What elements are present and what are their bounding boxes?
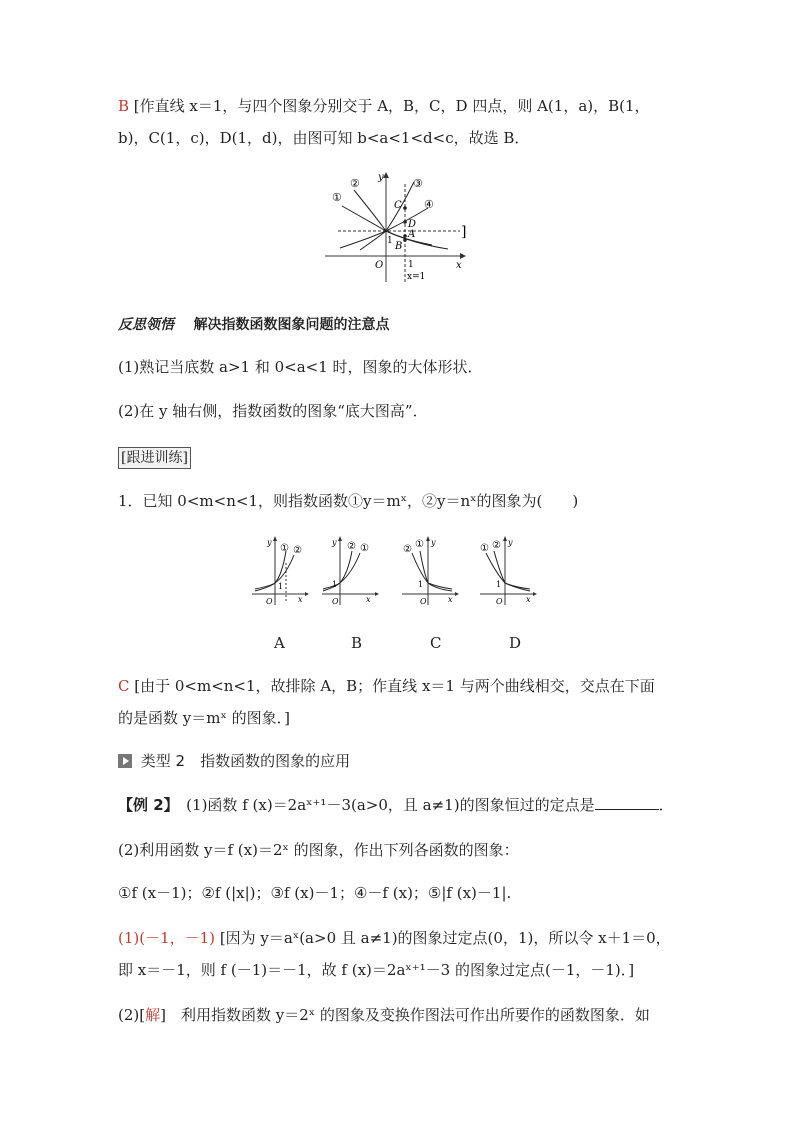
option-b-one: 1	[332, 580, 338, 589]
option-b-label-2: ①	[360, 543, 369, 554]
figure1-y-arrow	[383, 172, 389, 178]
option-c-x: x	[448, 595, 453, 604]
option-d-graph	[480, 536, 537, 606]
practice-tag-row	[118, 447, 191, 469]
option-d-o: O	[496, 597, 503, 606]
figure1-x-tick-1: 1	[408, 260, 414, 270]
option-d-one: 1	[496, 580, 502, 589]
option-c-o: O	[420, 597, 427, 606]
example2-q2-items: ①f (x－1)；②f (|x|)；③f (x)－1；④－f (x)；⑤|f (x)－1|.	[118, 884, 512, 902]
option-b-curve-1	[323, 551, 352, 591]
reflection-heading	[118, 314, 390, 335]
solution-part2-text: 利用指数函数 y＝2ˣ 的图象及变换作图法可作出所要作的函数图象．如	[165, 1006, 650, 1024]
figure1-curve-label-3: ③	[413, 177, 423, 190]
solution-part2-prefix: (2)[	[118, 1006, 146, 1024]
option-b-y: y	[332, 538, 337, 547]
figure1-exponential-curves	[320, 170, 480, 288]
option-a-one: 1	[278, 582, 284, 591]
solution-part1-line1	[118, 928, 671, 948]
figure1-point-b	[403, 238, 407, 242]
example2-q2: (2)利用函数 y＝f (x)＝2ˣ 的图象，作出下列各函数的图象：	[118, 841, 519, 859]
answer2-letter: C	[118, 677, 130, 695]
example2-q1-end: ．	[658, 796, 674, 814]
option-d-x: x	[526, 595, 531, 604]
option-b-graph	[322, 536, 379, 606]
option-c-y: y	[431, 538, 436, 547]
option-a-x: x	[298, 595, 303, 604]
option-c-one: 1	[418, 580, 424, 589]
answer1-text1: [作直线 x＝1，与四个图象分别交于 A，B，C，D 四点，则 A(1，a)，B(1，	[129, 97, 650, 115]
option-c-curve-1	[420, 551, 452, 591]
figure1-point-a	[403, 234, 407, 238]
figure1-curve-2	[354, 190, 432, 245]
figure1-curve-label-4: ④	[424, 198, 434, 211]
option-b-letter: B	[351, 634, 363, 652]
solution-part2-suffix: ]	[160, 1006, 166, 1024]
figure1-point-label-a: A	[408, 229, 416, 240]
example2-tag: 【例 2】	[118, 796, 172, 814]
figure1-point-label-b: B	[395, 241, 403, 252]
practice-question-1: 1．已知 0<m<n<1，则指数函数①y＝mˣ，②y＝nˣ的图象为( )	[118, 492, 579, 510]
option-a-o: O	[266, 597, 273, 606]
answer1-letter: B	[118, 97, 130, 115]
option-graphs	[250, 535, 540, 610]
answer1-line2: b)，C(1，c)，D(1，d)，由图可知 b<a<1<d<c，故选 B．	[118, 129, 530, 147]
figure1-point-d	[403, 220, 407, 224]
figure1-y-label: y	[378, 172, 384, 183]
option-c-graph	[402, 536, 459, 606]
figure1-origin-label: O	[375, 260, 384, 271]
answer2-line2: 的是函数 y＝mˣ 的图象．]	[118, 709, 290, 727]
figure1-close-bracket: ]	[461, 224, 467, 240]
type2-title: 类型 2 指数函数的图象的应用	[140, 752, 351, 770]
example2-q1	[118, 795, 674, 815]
figure1-point-c	[403, 206, 407, 210]
option-c-label-1: ①	[415, 539, 424, 550]
option-d-curve-1	[486, 553, 530, 591]
answer-blank	[595, 795, 659, 810]
option-b-x: x	[366, 595, 371, 604]
option-c-letter: C	[430, 634, 442, 652]
option-b-label-1: ②	[347, 541, 356, 552]
solution-part1-text1: [因为 y＝aˣ(a>0 且 a≠1)的图象过定点(0，1)，所以令 x＋1＝0，	[215, 929, 671, 947]
option-a-label-1: ①	[280, 543, 289, 554]
solution-part1-answer: (1)(－1，－1)	[118, 929, 216, 947]
figure1-vline-label: x=1	[407, 272, 426, 282]
reflection-item-2: (2)在 y 轴右侧，指数函数的图象“底大图高”．	[118, 402, 428, 420]
option-a-letter: A	[274, 634, 285, 652]
option-d-y: y	[508, 538, 513, 547]
option-c-label-2: ②	[403, 544, 412, 555]
reflection-title: 解决指数函数图象问题的注意点	[193, 317, 390, 333]
reflection-item-1: (1)熟记当底数 a>1 和 0<a<1 时，图象的大体形状．	[118, 358, 483, 376]
option-b-o: O	[332, 597, 339, 606]
practice-tag: [跟进训练]	[118, 447, 191, 469]
answer2-line1	[118, 676, 655, 696]
solution-part1-line2: 即 x＝－1，则 f (－1)＝－1，故 f (x)＝2aˣ⁺¹－3 的图象过定点(－1，－1)．]	[118, 961, 635, 979]
answer2-text1: [由于 0<m<n<1，故排除 A，B；作直线 x＝1 与两个曲线相交，交点在下面	[129, 677, 655, 695]
play-icon	[118, 754, 132, 768]
option-a-label-2: ②	[293, 545, 302, 556]
figure1-point-label-d: D	[408, 219, 417, 230]
option-d-label-2: ②	[492, 540, 501, 551]
answer1-line1	[118, 96, 650, 116]
option-a-y: y	[267, 538, 272, 547]
figure1-point-label-c: C	[394, 200, 402, 211]
solution-part2-line	[118, 1005, 650, 1025]
figure1-curve-label-2: ②	[350, 177, 360, 190]
reflection-tag: 反思领悟	[118, 317, 174, 333]
option-b-curve-2	[323, 553, 360, 589]
figure1-curve-label-1: ①	[332, 191, 342, 204]
figure1-y-tick-1: 1	[387, 236, 393, 246]
figure1-x-label: x	[456, 260, 462, 271]
option-d-label-1: ①	[480, 543, 489, 554]
option-a-graph	[252, 536, 309, 606]
option-d-letter: D	[509, 634, 522, 652]
type2-heading	[118, 751, 350, 771]
figure1-x-arrow	[460, 253, 466, 259]
example2-q1-text: (1)函数 f (x)＝2aˣ⁺¹－3(a>0，且 a≠1)的图象恒过的定点是	[171, 796, 595, 814]
solution-jie: 解	[145, 1006, 161, 1024]
